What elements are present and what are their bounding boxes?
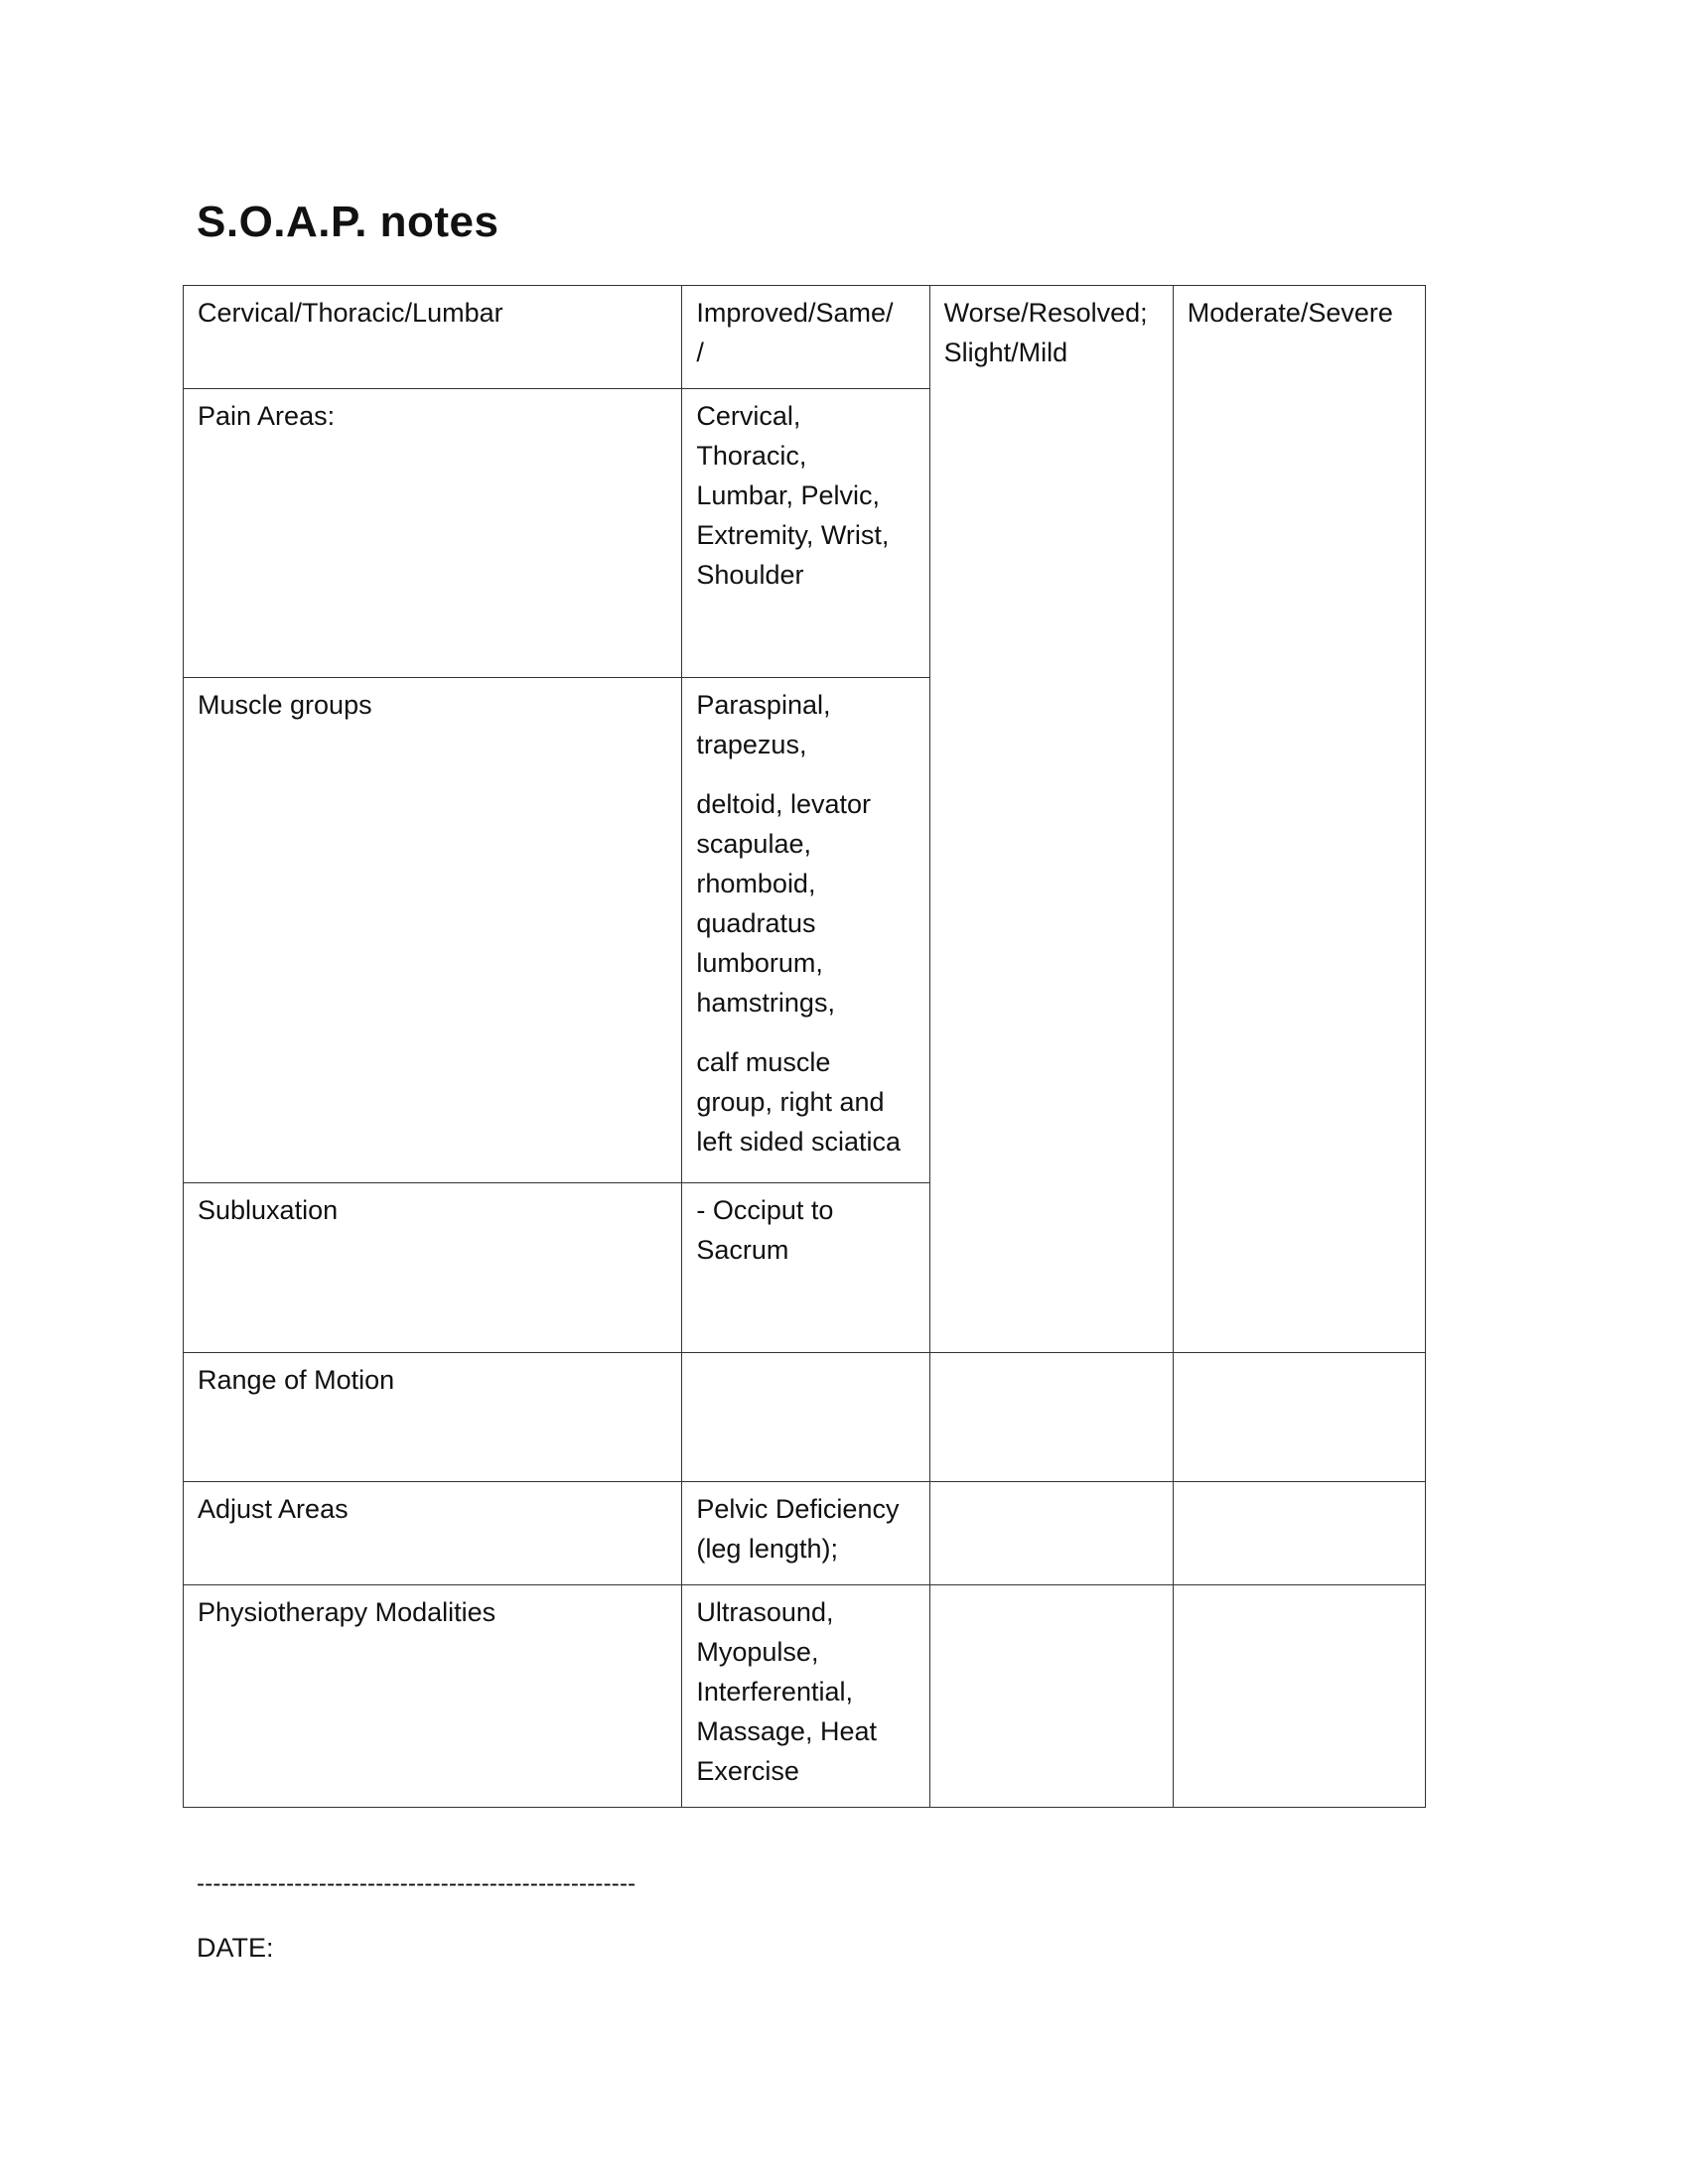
header-cell-region [184, 286, 682, 389]
header-worse-label: Worse/Resolved; Slight/Mild [943, 298, 1148, 367]
table-row-physiotherapy [184, 1585, 1426, 1808]
muscle-groups-value-3: calf muscle group, right and left sided sciatica [696, 1047, 901, 1157]
signature-line: ------------------------------------------------------ [197, 1870, 636, 1897]
row-value-cell [682, 1585, 929, 1808]
soap-notes-table [183, 285, 1426, 1808]
row-value-cell [682, 1183, 929, 1353]
row-label-cell [184, 389, 682, 678]
header-improved-label: Improved/Same/ / [696, 298, 894, 367]
header-region-label: Cervical/Thoracic/Lumbar [198, 298, 503, 328]
table-header-row [184, 286, 1426, 389]
table-row-range-of-motion [184, 1353, 1426, 1482]
page-title: S.O.A.P. notes [197, 198, 499, 246]
row-value-cell [682, 389, 929, 678]
table-row-adjust-areas [184, 1482, 1426, 1585]
row-value-cell [682, 678, 929, 1183]
header-severity-label: Moderate/Severe [1187, 298, 1393, 328]
row-label-cell [184, 1585, 682, 1808]
row-label-cell [184, 1183, 682, 1353]
date-label: DATE: [197, 1933, 274, 1963]
empty-cell [1173, 1482, 1425, 1585]
subluxation-value: - Occiput to Sacrum [696, 1195, 834, 1265]
row-label-cell [184, 678, 682, 1183]
pain-areas-label: Pain Areas: [198, 401, 336, 431]
adjust-areas-label: Adjust Areas [198, 1494, 349, 1524]
empty-cell [929, 1585, 1173, 1808]
row-label-cell [184, 1353, 682, 1482]
muscle-groups-value-2: deltoid, levator scapulae, rhomboid, quadratus lumborum, hamstrings, [696, 789, 871, 1018]
muscle-groups-value-1: Paraspinal, trapezus, [696, 690, 831, 759]
pain-areas-value: Cervical, Thoracic, Lumbar, Pelvic, Extremity, Wrist, Shoulder [696, 401, 890, 590]
adjust-areas-value: Pelvic Deficiency (leg length); [696, 1494, 900, 1564]
range-of-motion-label: Range of Motion [198, 1365, 395, 1395]
muscle-groups-label: Muscle groups [198, 690, 372, 720]
empty-cell [929, 1353, 1173, 1482]
subluxation-label: Subluxation [198, 1195, 339, 1225]
header-cell-improved [682, 286, 929, 389]
physiotherapy-label: Physiotherapy Modalities [198, 1597, 496, 1627]
row-label-cell [184, 1482, 682, 1585]
empty-cell [1173, 1585, 1425, 1808]
row-value-cell [682, 1353, 929, 1482]
row-value-cell [682, 1482, 929, 1585]
header-cell-worse [929, 286, 1173, 1353]
physiotherapy-value: Ultrasound, Myopulse, Interferential, Massage, Heat Exercise [696, 1597, 877, 1786]
empty-cell [929, 1482, 1173, 1585]
empty-cell [1173, 1353, 1425, 1482]
header-cell-severity [1173, 286, 1425, 1353]
